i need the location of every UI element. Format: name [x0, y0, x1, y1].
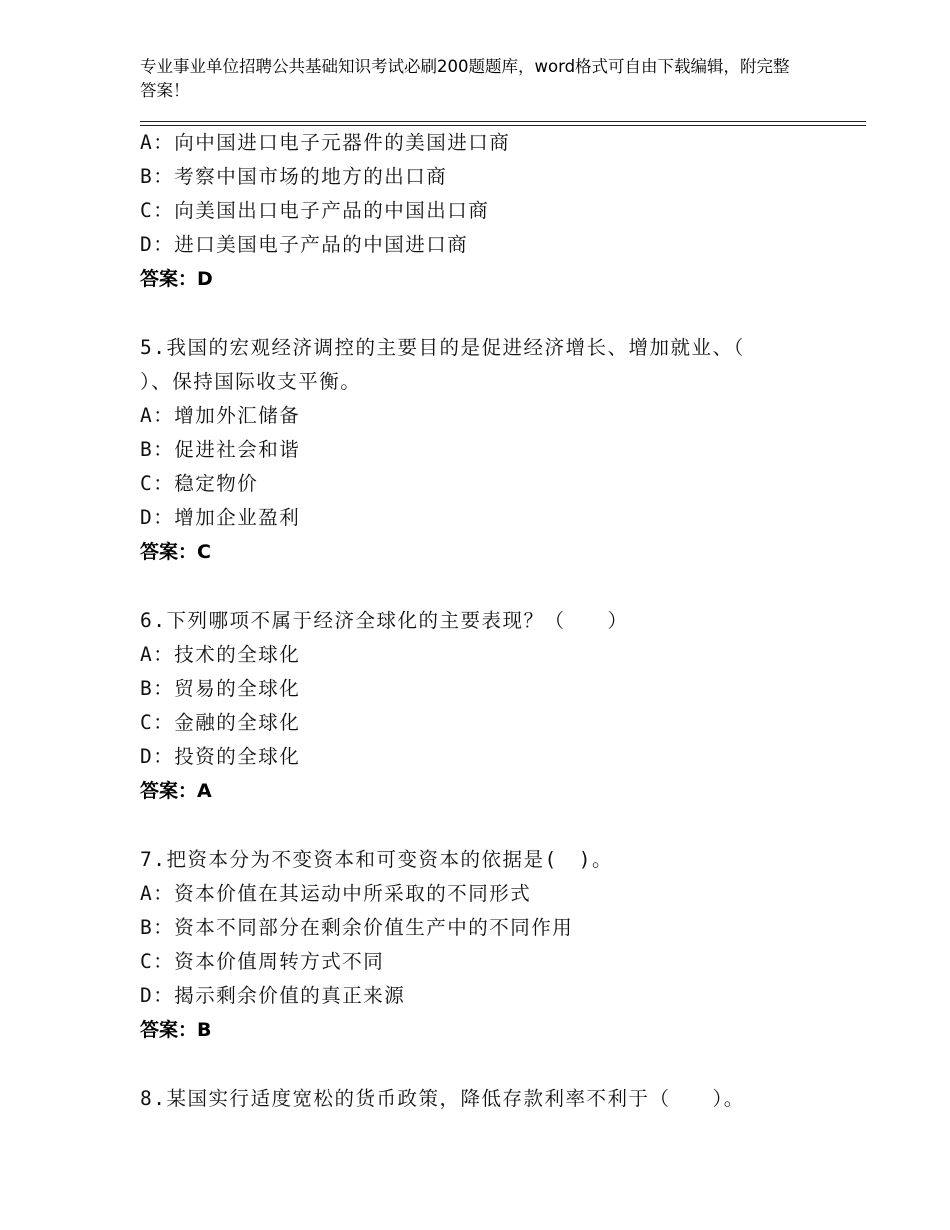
q5-option-d: D：增加企业盈利 [140, 506, 301, 529]
header-divider-top [140, 121, 866, 122]
header-intro-text: 专业事业单位招聘公共基础知识考试必刷200题题库，word格式可自由下载编辑，附完整答案！ [140, 57, 790, 100]
q6-option-b: B：贸易的全球化 [140, 677, 301, 700]
q4-option-d: D：进口美国电子产品的中国进口商 [140, 233, 469, 256]
header-divider-bottom [140, 125, 866, 126]
q7-option-a: A：资本价值在其运动中所采取的不同形式 [140, 882, 532, 905]
q5-option-b: B：促进社会和谐 [140, 438, 301, 461]
q5-stem-line1: 5.我国的宏观经济调控的主要目的是促进经济增长、增加就业、（ [140, 336, 745, 359]
q8-stem: 8.某国实行适度宽松的货币政策，降低存款利率不利于（ ）。 [140, 1087, 745, 1110]
q5-answer: 答案：C [140, 541, 211, 563]
q5-option-a: A：增加外汇储备 [140, 404, 301, 427]
q7-stem: 7.把资本分为不变资本和可变资本的依据是( )。 [140, 848, 613, 871]
q7-option-c: C：资本价值周转方式不同 [140, 950, 385, 973]
q7-option-d: D：揭示剩余价值的真正来源 [140, 984, 406, 1007]
q6-option-c: C：金融的全球化 [140, 711, 301, 734]
q6-answer: 答案：A [140, 780, 212, 802]
q6-stem: 6.下列哪项不属于经济全球化的主要表现？（ ） [140, 609, 629, 632]
q6-option-d: D：投资的全球化 [140, 745, 301, 768]
q4-answer: 答案：D [140, 268, 213, 290]
q4-option-b: B：考察中国市场的地方的出口商 [140, 165, 448, 188]
q4-option-c: C：向美国出口电子产品的中国出口商 [140, 199, 490, 222]
q5-option-c: C：稳定物价 [140, 472, 259, 495]
q4-option-a: A：向中国进口电子元器件的美国进口商 [140, 131, 511, 154]
q5-stem-line2: ）、保持国际收支平衡。 [140, 370, 362, 393]
q6-option-a: A：技术的全球化 [140, 643, 301, 666]
document-header [140, 55, 790, 103]
q7-option-b: B：资本不同部分在剩余价值生产中的不同作用 [140, 916, 574, 939]
q7-answer: 答案：B [140, 1019, 212, 1041]
